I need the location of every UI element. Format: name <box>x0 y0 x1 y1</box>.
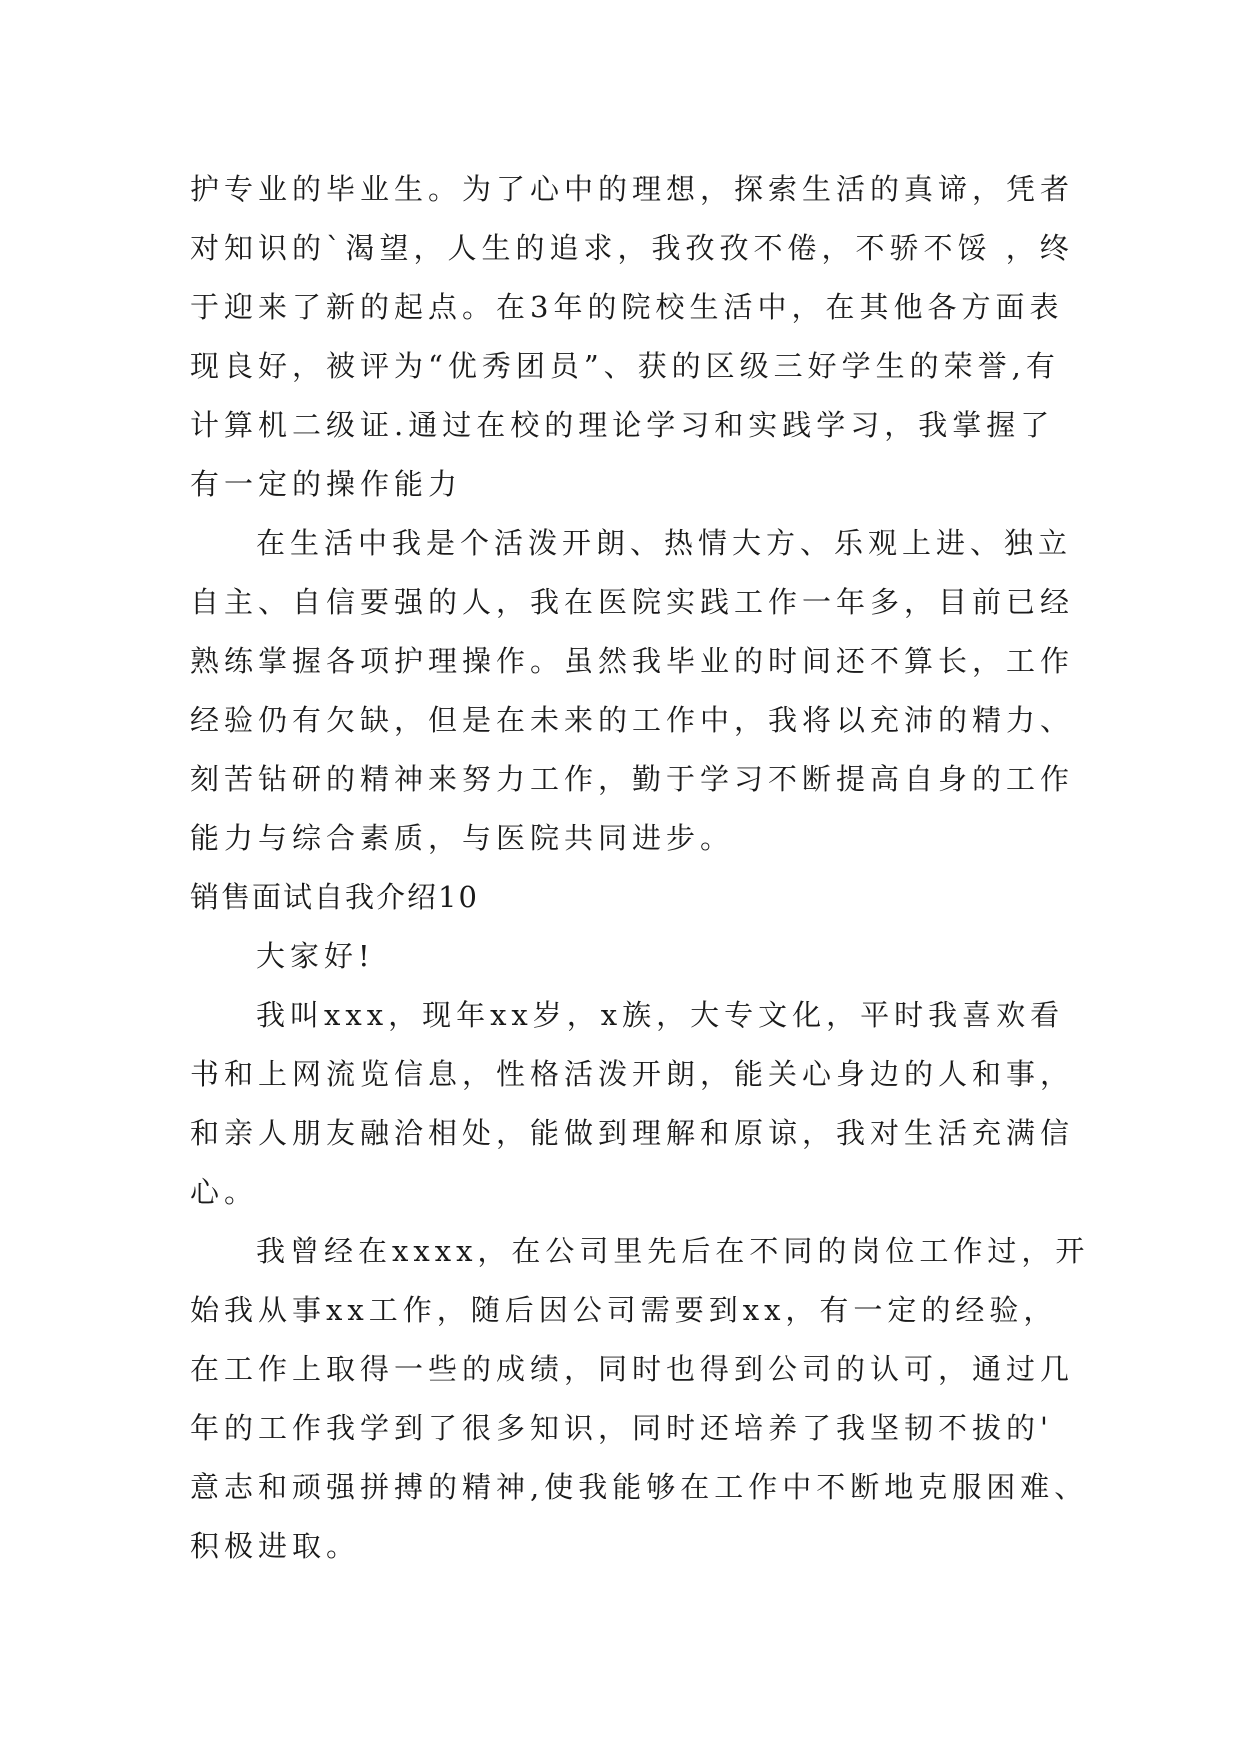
text-line: 在生活中我是个活泼开朗、热情大方、乐观上进、独立 <box>256 526 1073 560</box>
text-line: 积极进取。 <box>190 1529 361 1563</box>
text-line: 护专业的毕业生。为了心中的理想，探索生活的真谛，凭者 <box>190 172 1075 206</box>
paragraph-1 <box>190 160 1075 514</box>
paragraph-2 <box>190 514 1075 868</box>
text-line: 现良好，被评为“优秀团员”、获的区级三好学生的荣誉,有 <box>190 349 1060 383</box>
text-line: 有一定的操作能力 <box>190 467 463 501</box>
text-line: 意志和顽强拼搏的精神,使我能够在工作中不断地克服困难、 <box>190 1470 1089 1504</box>
text-line: 在工作上取得一些的成绩，同时也得到公司的认可，通过几 <box>190 1352 1075 1386</box>
text-line: 我叫xxx，现年xx岁，x族，大专文化，平时我喜欢看 <box>256 998 1065 1032</box>
text-line: 熟练掌握各项护理操作。虽然我毕业的时间还不算长，工作 <box>190 644 1075 678</box>
text-line: 书和上网流览信息，性格活泼开朗，能关心身边的人和事， <box>190 1057 1075 1091</box>
text-line: 始我从事xx工作，随后因公司需要到xx，有一定的经验， <box>190 1293 1058 1327</box>
text-line: 于迎来了新的起点。在3年的院校生活中，在其他各方面表 <box>190 290 1064 324</box>
text-line: 自主、自信要强的人，我在医院实践工作一年多，目前已经 <box>190 585 1075 619</box>
text-line: 计算机二级证.通过在校的理论学习和实践学习，我掌握了 <box>190 408 1055 442</box>
document-body <box>190 160 1090 1576</box>
paragraph-3 <box>190 986 1075 1222</box>
text-line: 我曾经在xxxx，在公司里先后在不同的岗位工作过，开 <box>256 1234 1090 1268</box>
paragraph-4 <box>190 1222 1090 1576</box>
section-heading: 销售面试自我介绍10 <box>190 880 479 914</box>
greeting: 大家好! <box>256 939 375 973</box>
text-line: 刻苦钻研的精神来努力工作，勤于学习不断提高自身的工作 <box>190 762 1075 796</box>
text-line: 年的工作我学到了很多知识，同时还培养了我坚韧不拔的' <box>190 1411 1053 1445</box>
text-line: 和亲人朋友融洽相处，能做到理解和原谅，我对生活充满信 <box>190 1116 1075 1150</box>
text-line: 对知识的`渴望，人生的追求，我孜孜不倦，不骄不馁 ，终 <box>190 231 1074 265</box>
text-line: 心。 <box>190 1175 259 1209</box>
text-line: 经验仍有欠缺，但是在未来的工作中，我将以充沛的精力、 <box>190 703 1075 737</box>
text-line: 能力与综合素质，与医院共同进步。 <box>190 821 735 855</box>
